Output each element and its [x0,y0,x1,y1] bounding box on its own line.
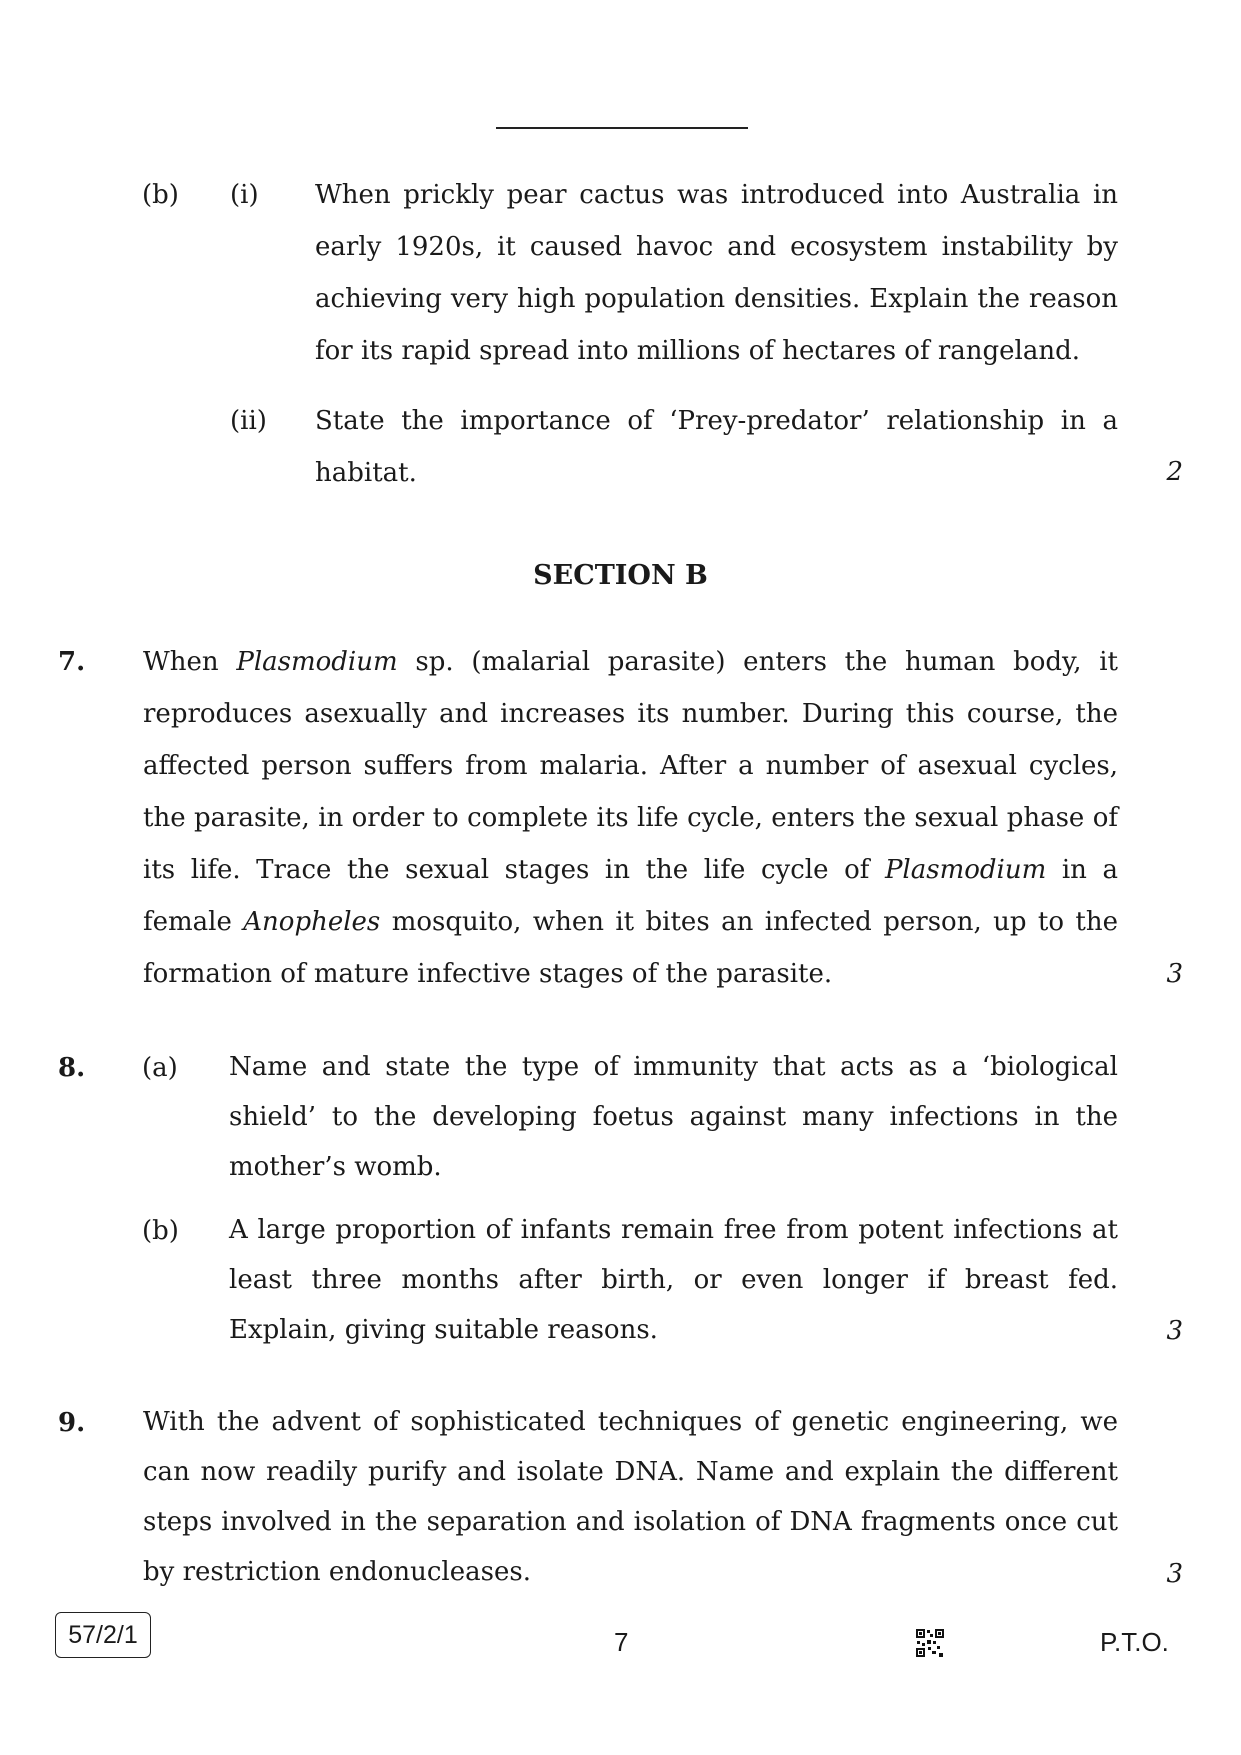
section-title: SECTION B [533,560,708,591]
page-number: 7 [614,1627,629,1657]
part-b-label: (b) [142,180,179,210]
q7-marks: 3 [1166,959,1183,989]
q7-number: 7. [58,647,86,677]
paper-code-badge: 57/2/1 [55,1612,151,1658]
top-divider [496,127,748,129]
q7-italic-plasmodium: Plasmodium [236,647,398,677]
q8-number: 8. [58,1053,86,1083]
q9-number: 9. [58,1408,86,1438]
q7-italic-anopheles: Anopheles [243,907,381,937]
q9-marks: 3 [1166,1559,1183,1589]
q7-text: When Plasmodium sp. (malarial parasite) enters the human body, it reproduces asexually and increases its number. During this course, the affected person suffers from malaria. After a number of asexual cycles, the parasite, in order to complete its life cycle, enters the sexual phase of its life. Trace the sexual stages in the life cycle of Plasmodium in a female Anopheles mosquito, when it bites an infected person, up to the formation of mature infective stages of the parasite. [143,647,1118,989]
part-b-i-text: When prickly pear cactus was introduced into Australia in early 1920s, it caused havoc and ecosystem instability by achieving very high population densities. Explain the reason for its rapid spread into millions of hectares of rangeland. [315,180,1118,366]
part-b-i-label: (i) [230,180,259,210]
q8-a-label: (a) [142,1053,178,1083]
q8-marks: 3 [1166,1316,1183,1346]
q8-a-text: Name and state the type of immunity that acts as a ‘biological shield’ to the developing foetus against many infections in the mother’s womb. [229,1052,1118,1182]
qr-code-icon [915,1628,945,1658]
q7-italic-plasmodium-2: Plasmodium [884,855,1047,885]
q8-b-label: (b) [142,1216,179,1246]
q9-text: With the advent of sophisticated techniques of genetic engineering, we can now readily purify and isolate DNA. Name and explain the different steps involved in the separation and isolation of DNA fragments once cut by restriction endonucleases. [143,1407,1118,1587]
pto-label: P.T.O. [1100,1627,1169,1657]
part-b-marks: 2 [1166,457,1183,487]
part-b-ii-text: State the importance of ‘Prey-predator’ relationship in a habitat. [315,406,1118,488]
q8-b-text: A large proportion of infants remain free from potent infections at least three months after birth, or even longer if breast fed. Explain, giving suitable reasons. [229,1215,1118,1345]
part-b-ii-label: (ii) [230,406,267,436]
